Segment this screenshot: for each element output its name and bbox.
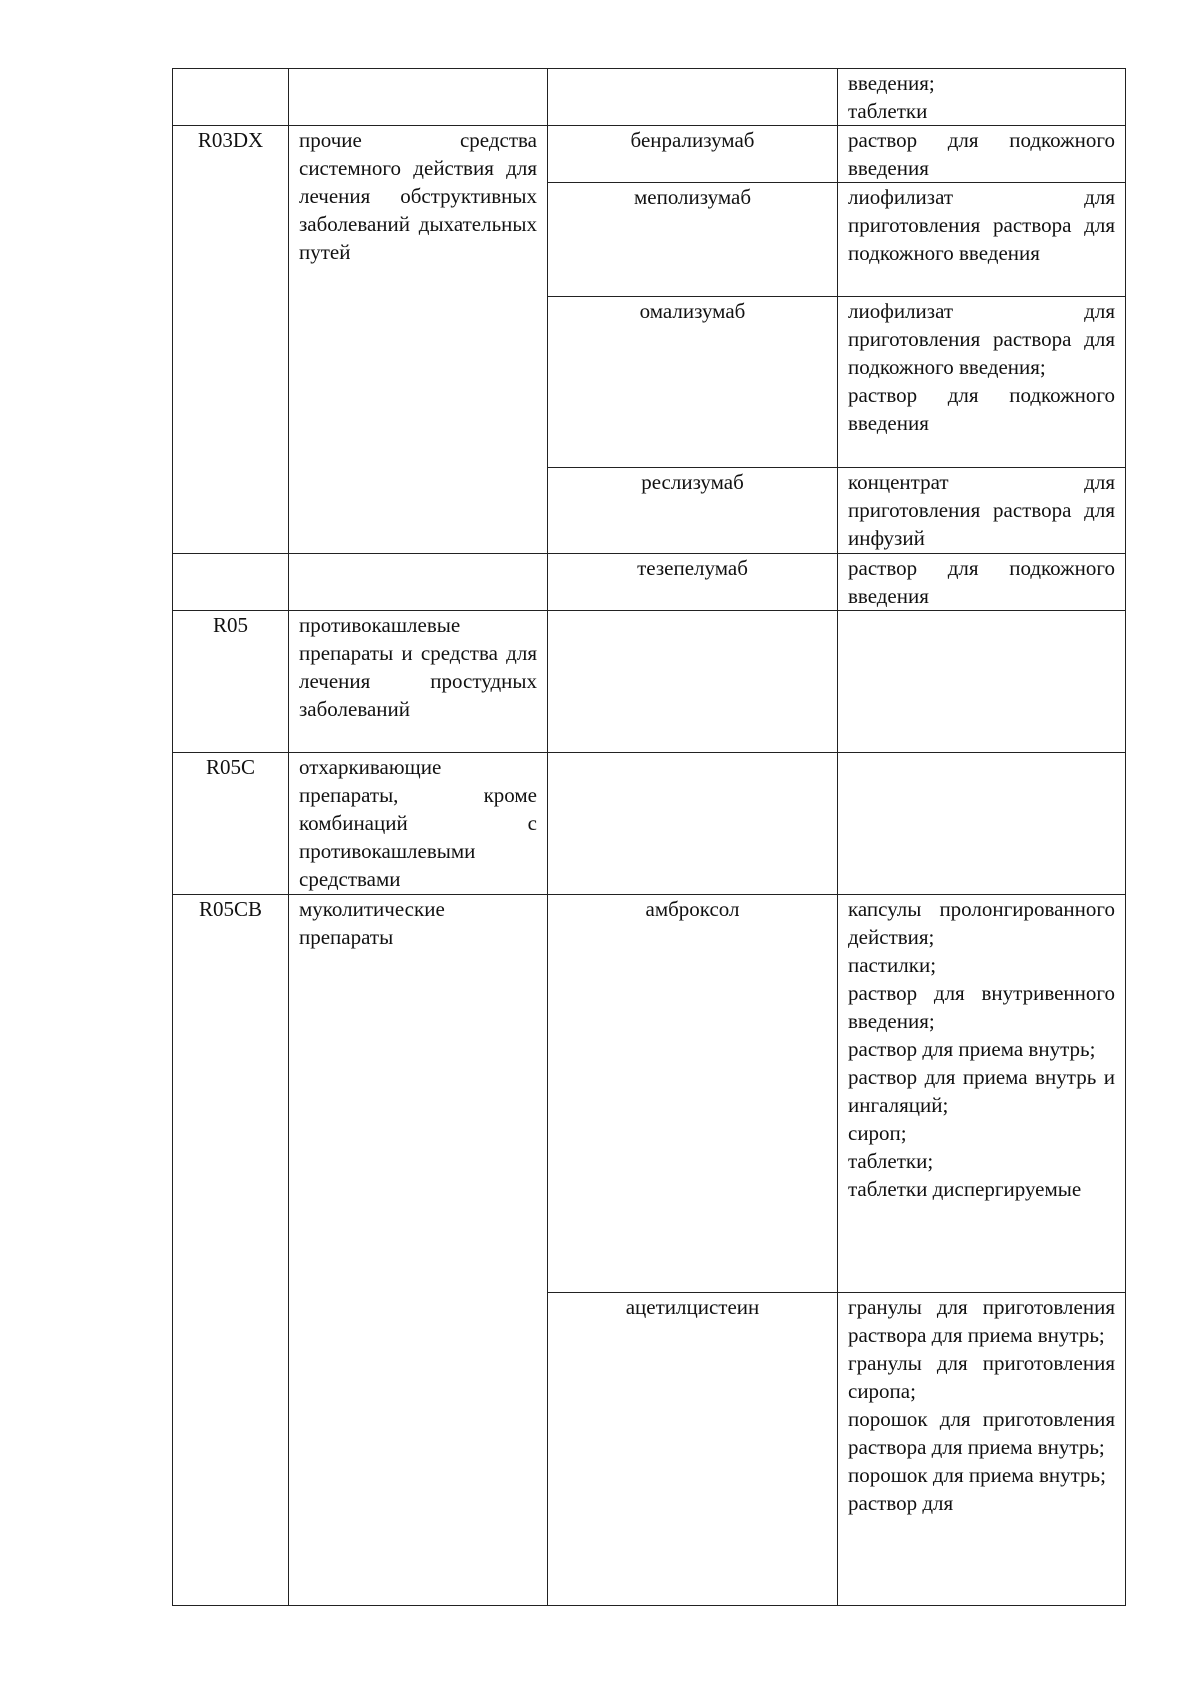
atc-group-cell bbox=[289, 69, 548, 126]
dosage-form: раствор для приема внутрь; bbox=[848, 1037, 1096, 1061]
dosage-forms-cell bbox=[838, 611, 1126, 753]
dosage-forms-cell bbox=[838, 753, 1126, 895]
dosage-form: раствор для приема внутрь и ингаляций; bbox=[848, 1065, 1115, 1117]
dosage-forms-cell bbox=[838, 895, 1126, 1293]
table-row bbox=[173, 895, 1126, 1293]
atc-group-cell: противокашлевые препараты и средства для лечения простудных заболеваний bbox=[289, 611, 548, 753]
dosage-form: таблетки диспергируемые bbox=[848, 1177, 1082, 1201]
drug-name-cell: меполизумаб bbox=[548, 183, 838, 297]
dosage-form: введения; bbox=[848, 71, 935, 95]
dosage-forms-cell bbox=[838, 183, 1126, 297]
drug-name-cell: реслизумаб bbox=[548, 468, 838, 554]
dosage-form: сироп; bbox=[848, 1121, 907, 1145]
dosage-form: пастилки; bbox=[848, 953, 937, 977]
dosage-form: таблетки bbox=[848, 99, 928, 123]
atc-code-cell bbox=[173, 554, 289, 611]
dosage-form: раствор для подкожного введения bbox=[848, 556, 1115, 608]
atc-group-cell: муколитические препараты bbox=[289, 895, 548, 1606]
dosage-form: гранулы для приготовления сиропа; bbox=[848, 1351, 1115, 1403]
table-row bbox=[173, 554, 1126, 611]
atc-code-cell: R03DX bbox=[173, 126, 289, 554]
dosage-form: капсулы пролонгированного действия; bbox=[848, 897, 1115, 949]
atc-code-cell: R05C bbox=[173, 753, 289, 895]
dosage-form: раствор для подкожного введения bbox=[848, 383, 1115, 435]
table-row bbox=[173, 611, 1126, 753]
dosage-forms-cell bbox=[838, 1293, 1126, 1606]
dosage-forms-cell bbox=[838, 468, 1126, 554]
drug-name-cell: бенрализумаб bbox=[548, 126, 838, 183]
atc-code-cell: R05CB bbox=[173, 895, 289, 1606]
drug-name-cell bbox=[548, 753, 838, 895]
dosage-form: раствор для подкожного введения bbox=[848, 128, 1115, 180]
drug-name-cell bbox=[548, 611, 838, 753]
dosage-form: таблетки; bbox=[848, 1149, 934, 1173]
medication-table bbox=[172, 68, 1126, 1606]
drug-name-cell: амброксол bbox=[548, 895, 838, 1293]
dosage-forms-cell bbox=[838, 126, 1126, 183]
dosage-form: концентрат для приготовления раствора для инфузий bbox=[848, 470, 1115, 550]
atc-group-cell: отхаркивающие препараты, кроме комбинаций с противокашлевыми средствами bbox=[289, 753, 548, 895]
dosage-form: порошок для приготовления раствора для приема внутрь; bbox=[848, 1407, 1115, 1459]
dosage-form: гранулы для приготовления раствора для приема внутрь; bbox=[848, 1295, 1115, 1347]
dosage-forms-cell bbox=[838, 69, 1126, 126]
table-row bbox=[173, 126, 1126, 183]
dosage-forms-cell bbox=[838, 297, 1126, 468]
dosage-forms-cell bbox=[838, 554, 1126, 611]
dosage-form: лиофилизат для приготовления раствора для подкожного введения bbox=[848, 185, 1115, 265]
drug-name-cell: омализумаб bbox=[548, 297, 838, 468]
atc-code-cell: R05 bbox=[173, 611, 289, 753]
atc-group-cell: прочие средства системного действия для лечения обструктивных заболеваний дыхательных путей bbox=[289, 126, 548, 554]
dosage-form: раствор для внутривенного введения; bbox=[848, 981, 1115, 1033]
atc-code-cell bbox=[173, 69, 289, 126]
dosage-form: лиофилизат для приготовления раствора для подкожного введения; bbox=[848, 299, 1115, 379]
drug-name-cell: ацетилцистеин bbox=[548, 1293, 838, 1606]
table-row bbox=[173, 753, 1126, 895]
drug-name-cell: тезепелумаб bbox=[548, 554, 838, 611]
dosage-form: раствор для bbox=[848, 1491, 954, 1515]
dosage-form: порошок для приема внутрь; bbox=[848, 1463, 1106, 1487]
table-row bbox=[173, 69, 1126, 126]
atc-group-cell bbox=[289, 554, 548, 611]
drug-name-cell bbox=[548, 69, 838, 126]
